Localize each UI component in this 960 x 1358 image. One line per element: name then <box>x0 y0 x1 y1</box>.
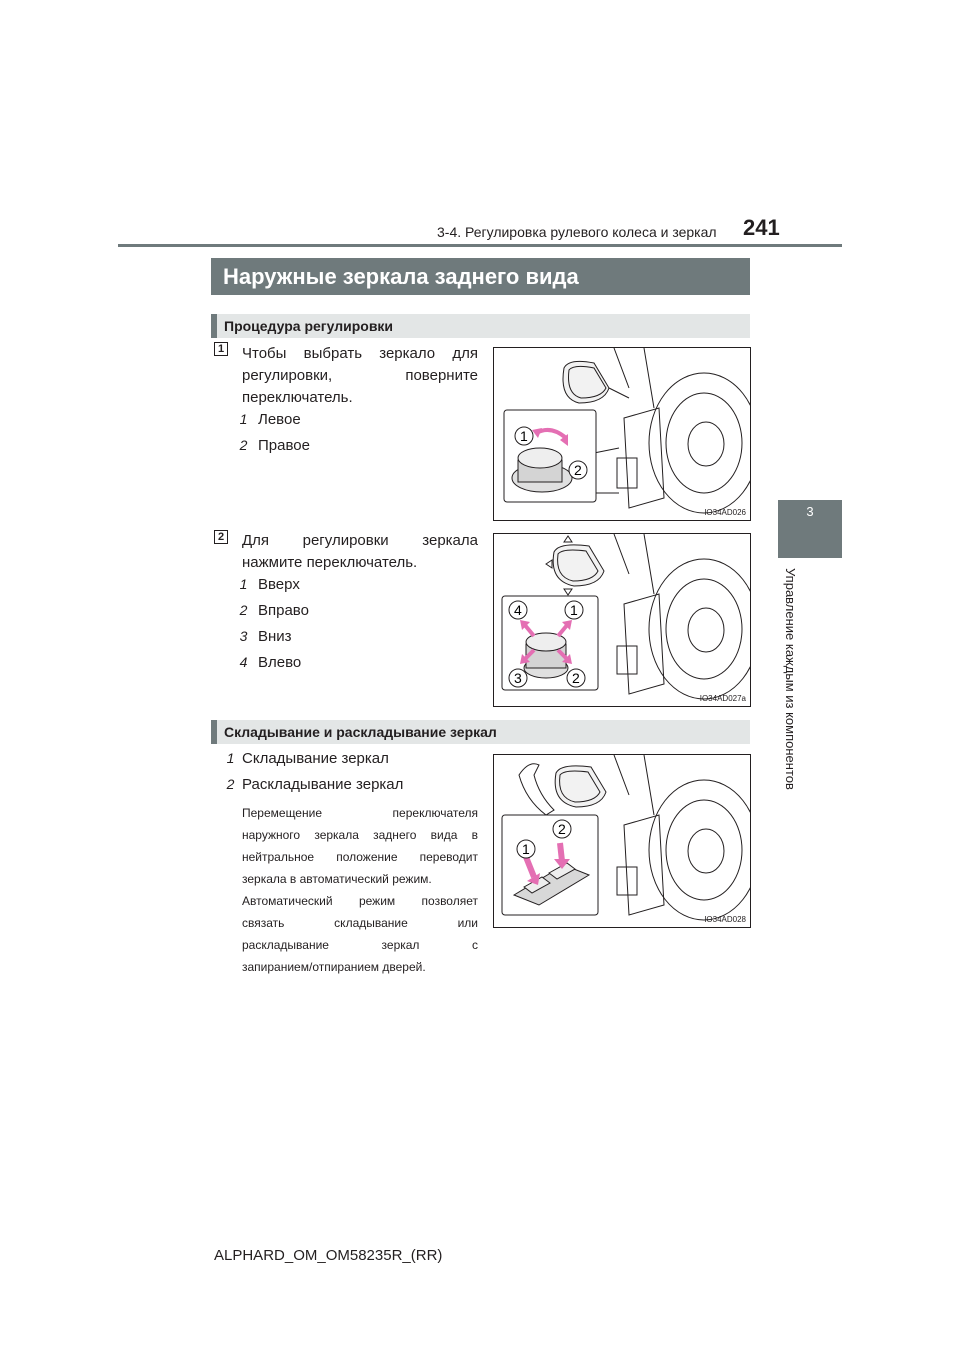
figure-mirror-adjust <box>493 533 751 707</box>
subsection-title-procedure: Процедура регулировки <box>211 314 750 338</box>
item-number: 3 <box>239 628 248 644</box>
note-line: раскладывание зеркал с <box>242 938 478 952</box>
mirror-adjust-illustration <box>494 534 750 706</box>
note-line: связать складывание или <box>242 916 478 930</box>
item-number: 2 <box>239 437 248 453</box>
section-title: 3-4. Регулировка рулевого колеса и зеркал <box>437 224 717 240</box>
figure-code: IO34AD026 <box>704 508 746 517</box>
step1-line3: переключатель. <box>242 389 353 406</box>
step1-line2: регулировки, поверните <box>242 367 478 384</box>
callout-number: 2 <box>572 670 580 686</box>
step-number-2: 2 <box>214 530 228 544</box>
figure-mirror-select <box>493 347 751 521</box>
callout-number: 2 <box>558 821 566 837</box>
item-number: 2 <box>239 602 248 618</box>
note-line: запиранием/отпиранием дверей. <box>242 960 426 974</box>
callout-number: 4 <box>514 602 522 618</box>
callout-number: 1 <box>522 841 530 857</box>
item-label-left: Левое <box>258 411 301 428</box>
item-label-right: Вправо <box>258 602 309 619</box>
mirror-select-illustration <box>494 348 750 520</box>
figure-code: IO34AD027a <box>699 694 746 703</box>
chapter-number: 3 <box>806 504 814 519</box>
item-number: 2 <box>226 776 235 792</box>
page-number: 241 <box>743 215 780 240</box>
item-label-left: Влево <box>258 654 302 671</box>
figure-mirror-fold <box>493 754 751 928</box>
item-label-right: Правое <box>258 437 310 454</box>
item-label-unfold: Раскладывание зеркал <box>242 776 404 793</box>
step2-line2: нажмите переключатель. <box>242 554 418 571</box>
page-title: Наружные зеркала заднего вида <box>211 258 750 295</box>
chapter-title-text: Управление каждым из компонентов <box>783 568 798 790</box>
document-id: ALPHARD_OM_OM58235R_(RR) <box>214 1247 443 1264</box>
note-line: нейтральное положение переводит <box>242 850 478 864</box>
item-label-fold: Складывание зеркал <box>242 750 389 767</box>
step1-line1: Чтобы выбрать зеркало для <box>242 345 478 362</box>
note-line: Перемещение переключателя <box>242 806 478 820</box>
item-number: 1 <box>239 576 248 592</box>
chapter-title <box>772 568 802 808</box>
item-label-up: Вверх <box>258 576 300 593</box>
step-number-1: 1 <box>214 342 228 356</box>
subsection-title-folding: Складывание и раскладывание зеркал <box>211 720 750 744</box>
item-label-down: Вниз <box>258 628 292 645</box>
note-line: Автоматический режим позволяет <box>242 894 478 908</box>
mirror-fold-illustration <box>494 755 750 927</box>
step2-line1: Для регулировки зеркала <box>242 532 478 549</box>
callout-number: 1 <box>570 602 578 618</box>
unfold-arrow-icon <box>560 843 562 861</box>
item-number: 1 <box>239 411 248 427</box>
note-line: зеркала в автоматический режим. <box>242 872 432 886</box>
header-rule <box>118 244 842 247</box>
folding-note <box>242 802 478 978</box>
callout-number: 3 <box>514 670 522 686</box>
figure-code: IO34AD028 <box>704 915 746 924</box>
callout-number: 1 <box>520 428 528 444</box>
item-number: 1 <box>226 750 235 766</box>
item-number: 4 <box>239 654 248 670</box>
note-line: наружного зеркала заднего вида в <box>242 828 478 842</box>
callout-number: 2 <box>574 462 582 478</box>
chapter-tab <box>778 500 842 558</box>
